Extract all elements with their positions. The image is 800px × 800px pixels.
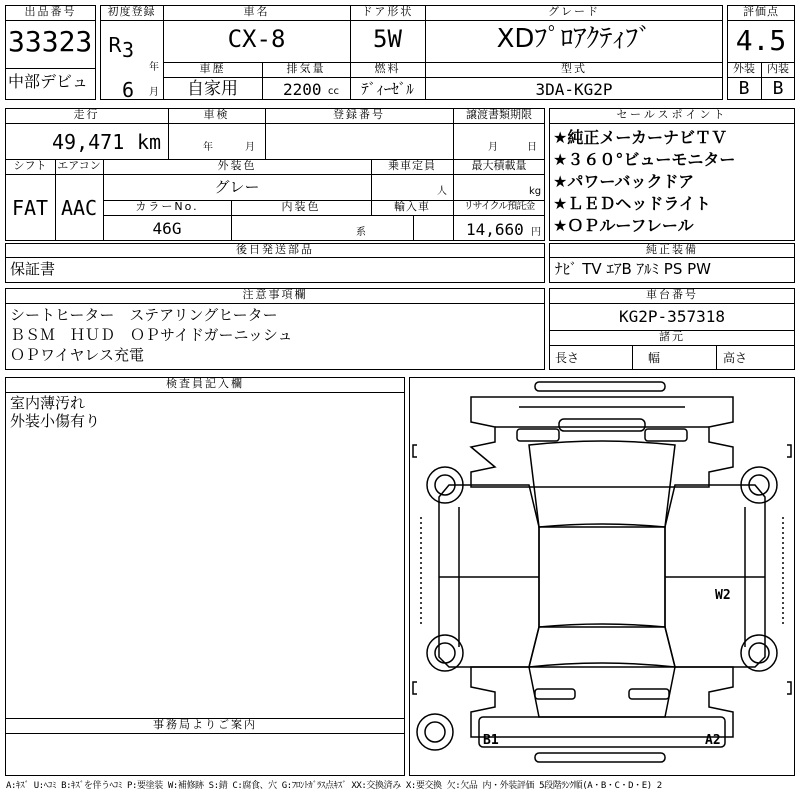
capacity-label: 乗車定員 [388,159,436,172]
score-label: 評価点 [743,5,779,18]
spare-wheel [417,714,453,750]
inspection-month-unit: 月 [245,142,255,153]
sales-point-item: ★純正メーカーナビＴＶ [553,128,728,147]
note-line: ＯＰワイヤレス充電 [10,346,144,364]
dims-length-label: 長さ [555,351,580,365]
history-label: 車歴 [199,62,226,75]
chassis-value: KG2P-357318 [619,307,725,326]
equipment-label: 純正装備 [646,243,698,256]
inspection-year-unit: 年 [203,142,213,153]
first-reg-era: R [108,33,122,57]
rear-right-wheel [741,635,777,671]
car-diagram-box [409,377,795,776]
grade-label: グレード [548,5,600,18]
front-body-outline [471,397,733,487]
color-no-value: 46G [152,219,182,238]
model-label: 型式 [561,62,587,75]
sales-point-item: ★ＯＰルーフレール [553,216,694,235]
reg-no-label: 登録番号 [333,108,385,121]
fuel-value: ﾃﾞｨｰｾﾞﾙ [361,80,414,98]
displacement-value: 2200 [283,80,322,99]
model-value: 3DA-KG2P [535,80,613,99]
rear-body-outline [471,667,733,737]
dims-height-label: 高さ [723,351,748,365]
grade-value: XDﾌﾟﾛｱｸﾃｨﾌﾞ [496,24,652,54]
doc-period-month-unit: 月 [488,142,498,153]
legend-text: A:ｷｽﾞ U:ﾍｺﾐ B:ｷｽﾞを伴うﾍｺﾐ P:要塗装 W:補修跡 S:錆 C:腐食、穴 G:ﾌﾛﾝﾄｶﾞﾗｽ点ｷｽﾞ XX:交換済み X:要交換 欠:欠品 内・外装評価 5段階ﾗﾝｸ順(A・B・C・D・E) 2 [6,781,662,791]
inspector-line: 室内薄汚れ [10,394,86,412]
damage-mark-a2: A2 [705,733,721,748]
left-headlight [517,429,559,441]
first-reg-label: 初度登録 [107,5,156,18]
roof-outline [539,527,665,627]
lot-number: 33323 [8,25,93,58]
car-diagram [409,377,795,776]
int-color-unit: 系 [356,227,366,238]
interior-score: B [772,78,784,99]
first-reg-year: 3 [122,38,135,62]
right-headlight [645,429,687,441]
mileage-unit: km [137,130,162,154]
damage-mark-b1: B1 [483,733,499,748]
sales-point-item: ★ＬＥＤヘッドライト [553,194,711,213]
rear-bumper-outline [535,753,665,762]
equipment-value: ﾅﾋﾞ TV ｴｱB ｱﾙﾐ PS PW [555,260,711,278]
sales-point-item: ★パワーバックドア [553,172,695,191]
fuel-label: 燃料 [374,62,401,75]
notes-label: 注意事項欄 [242,288,308,301]
chassis-label: 車台番号 [646,288,698,301]
rear-window-outline [529,624,675,667]
note-line: ＢＳＭ ＨＵＤ ＯＰサイドガーニッシュ [10,326,293,344]
lot-label: 出品番号 [24,5,77,18]
ext-color-label: 外装色 [217,159,257,172]
inspector-line: 外装小傷有り [10,412,101,430]
interior-label: 内装 [767,62,789,75]
car-name-label: 車名 [243,5,270,18]
lot-tag: 中部デビュ [8,72,89,91]
rear-left-wheel [427,635,463,671]
later-parts-label: 後日発送部品 [236,243,314,256]
car-name-value: CX-8 [227,25,286,53]
right-side-outline [665,485,765,667]
color-no-label: カラーNo. [135,200,199,213]
score-value: 4.5 [735,24,787,57]
shift-label: シフト [13,159,47,172]
mileage-label: 走行 [73,108,100,121]
displacement-label: 排気量 [286,62,326,75]
max-load-unit: kg [529,186,542,197]
door-label: ドア形状 [361,5,414,18]
front-bumper-outline [535,382,665,391]
ext-color-value: グレー [214,178,260,196]
inspector-label: 検査員記入欄 [166,377,244,390]
int-color-label: 内装色 [281,200,321,213]
note-line: シートヒーター ステアリングヒーター [10,306,278,324]
right-taillight [629,689,669,699]
first-reg-month-unit: 月 [149,87,159,98]
dims-width-label: 幅 [648,351,661,365]
exterior-label: 外装 [733,62,755,75]
inspection-label: 車検 [203,108,230,121]
doc-period-day-unit: 日 [527,142,537,153]
doc-period-label: 譲渡書類期限 [466,108,532,121]
first-reg-month: 6 [122,78,135,102]
windshield-outline [529,441,675,527]
shift-value: FAT [11,196,49,220]
left-taillight [535,689,575,699]
damage-mark-w2: W2 [715,588,731,603]
import-label: 輸入車 [394,200,430,213]
office-label: 事務局よりご案内 [153,718,257,731]
inspector-box [5,377,405,776]
aircon-value: AAC [60,196,98,220]
max-load-label: 最大積載量 [471,159,527,172]
capacity-unit: 人 [437,186,447,197]
left-side-outline [439,485,539,667]
dims-label: 諸元 [659,330,685,343]
recycle-value: 14,660 [466,220,524,239]
first-reg-year-unit: 年 [149,62,159,73]
mileage-value: 49,471 [52,130,125,154]
sales-points-label: セールスポイント [616,108,728,121]
later-parts-value: 保証書 [10,260,56,278]
displacement-unit: cc [328,86,339,97]
door-value: 5W [373,25,402,53]
history-value: 自家用 [187,79,238,99]
sales-point-item: ★３６０°ビューモニター [553,150,736,169]
recycle-label: リサイクル預託金 [463,201,535,212]
exterior-score: B [738,78,750,99]
recycle-unit: 円 [531,227,541,238]
aircon-label: エアコン [57,159,101,172]
